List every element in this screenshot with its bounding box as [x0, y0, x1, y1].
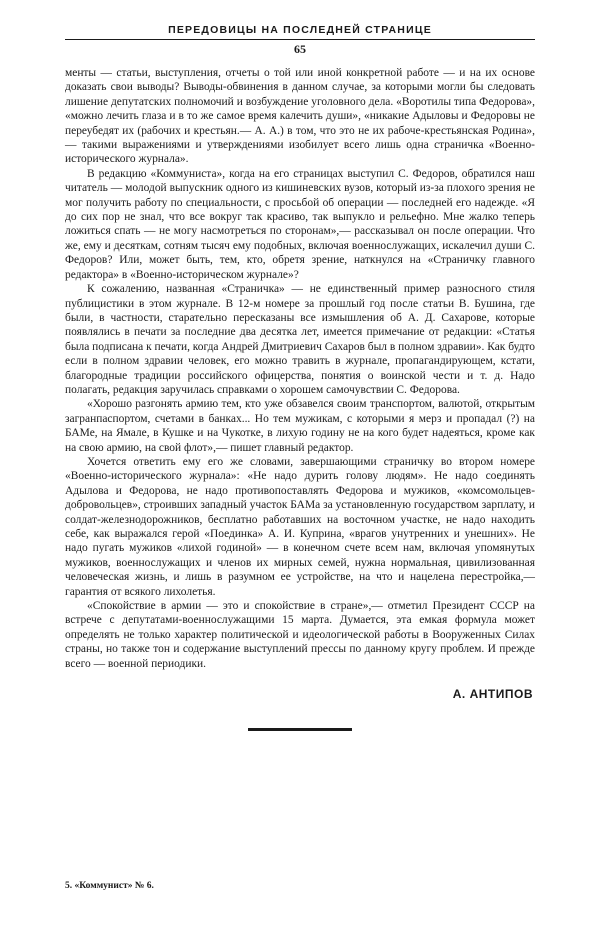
paragraph: «Спокойствие в армии — это и спокойствие в стране»,— отметил Президент СССР на встрече с депутатами-военнослужащими 15 марта. Думается, эта емкая формула может определять не только характер политической и идеологической работы в Вооруженных Силах страны, но также тон и содержание выступлений прессы по данному кругу проблем. И прежде всего — военной периодики.: [65, 600, 535, 670]
page: [65, 24, 535, 731]
paragraph: Хочется ответить ему его же словами, завершающими страничку во втором номере «Военно-исторического журнала»: «Не надо дурить голову людям». Не надо соединять Адылова и Федорова, не надо противопоставлять Федорова и мужиков, «комсомольцев-добровольцев», строивших западный участок БАМа за установленную государством зарплату, и солдат-железнодорожников, бесплатно работавших на восточном участке, не надо находить себе, как выражался герой «Поединка» А. И. Куприна, «врагов унутренних и унешних». Не надо пугать мужиков «лихой годиной» — в конечном счете всем нам, включая упомянутых мужиков, военнослужащих и членов их мирных семей, нужна нормальная, цивилизованная человеческая жизнь, и лишь в разумном ее устройстве, на что и нацелена перестройка,— гарантия от всякого лихолетья.: [65, 455, 535, 598]
author-signature: А. АНТИПОВ: [452, 687, 533, 702]
running-title: ПЕРЕДОВИЦЫ НА ПОСЛЕДНЕЙ СТРАНИЦЕ: [65, 24, 535, 40]
paragraph: В редакцию «Коммуниста», когда на его страницах выступил С. Федоров, обратился наш читатель — молодой выпускник одного из кишиневских вузов, который из-за плохого зрения не мог получить работу по специальности, с просьбой об операции — последней его надежде. «Я до сих пор не знал, что все вокруг так красиво, так выпукло и рельефно. Мне жалко теперь ложиться спать — не могу насмотреться по сторонам»,— рассказывал он после операции. Что же, ему и десяткам, сотням тысяч ему подобных, включая военнослужащих, искалечил души С. Федоров? Или, может быть, тем, кто, обретя зрение, наткнулся на «Страничку главного редактора» в «Военно-историческом журнале»?: [65, 167, 535, 281]
end-divider: [248, 728, 352, 731]
paragraph: К сожалению, названная «Страничка» — не единственный пример разносного стиля публицистики в этом журнале. В 12-м номере за прошлый год после статьи В. Бушина, где были, в частности, старательно пересказаны все измышления об А. Д. Сахарове, которые появлялись в печати за последние два десятка лет, имеется примечание от редакции: «Статья была подписана к печати, когда Андрей Дмитриевич Сахаров был в полном здравии». Как будто если в полном здравии человек, его можно травить в журнале, пропагандирующем, кстати, благородные традиции российского офицерства, понятия о воинской чести и т. д. Надо полагать, редакция заручилась справками о хорошем самочувствии С. Федорова.: [65, 283, 535, 396]
page-number: 65: [294, 42, 306, 56]
paragraph: менты — статьи, выступления, отчеты о той или иной конкретной работе — и на их основе доказать свои выводы? Выводы-обвинения в данном случае, за которыми могли бы следовать лишение депутатских полномочий и возбуждение уголовного дела. «Воротилы типа Федорова», «можно лечить глаза и в то же самое время калечить души», «никакие Адыловы и Федоровы не переубедят их (рабочих и крестьян.— А. А.) в том, что это не их рабоче-крестьянская Родина»,— такими выражениями и утверждениями изобилует всего лишь одна страничка «Военно-исторического журнала».: [65, 67, 535, 166]
paragraph: «Хорошо разгонять армию тем, кто уже обзавелся своим транспортом, валютой, открытым загранпаспортом, счетами в банках... Но тем мужикам, с которыми я мерз и пропадал (?) на БАМе, на Ямале, в Кушке и на Чукотке, в лихую годину не на кого будет надеяться, кроме как на свою армию, на свой флот»,— пишет главный редактор.: [65, 398, 535, 454]
footer-note: 5. «Коммунист» № 6.: [65, 881, 154, 891]
article-body: [65, 66, 535, 671]
